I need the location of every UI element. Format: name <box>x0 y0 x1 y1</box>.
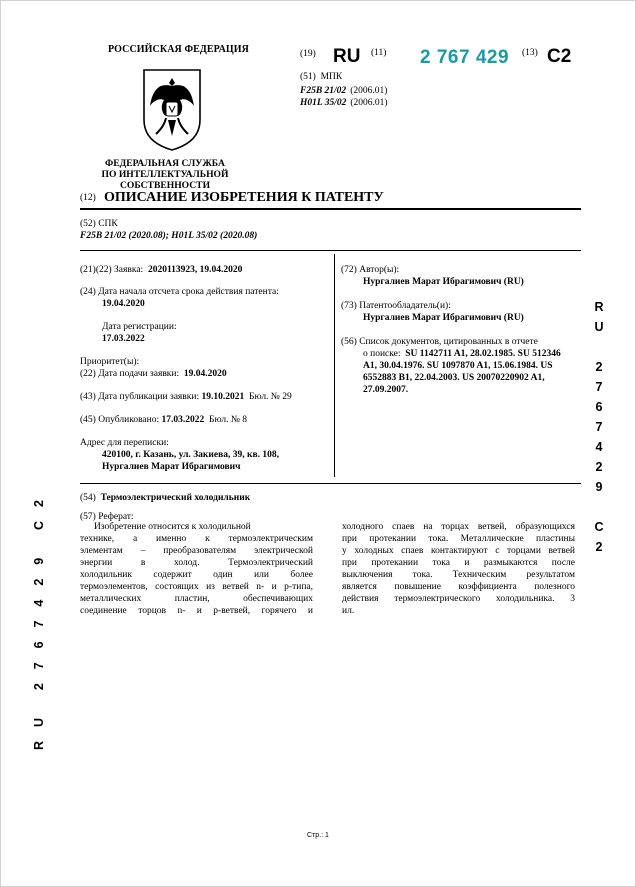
agency-line-1: ФЕДЕРАЛЬНАЯ СЛУЖБА <box>105 158 225 169</box>
authors-field <box>341 264 581 288</box>
abstract-line: при протекании тока. Металлические пластины <box>342 534 575 544</box>
bib-divider-top <box>80 250 581 251</box>
code-13: (13) <box>522 48 538 58</box>
ipc-row <box>300 97 388 109</box>
russian-coat-of-arms-icon <box>140 64 204 157</box>
application-publication-bulletin: Бюл. № 29 <box>249 392 292 402</box>
code-54: (54) <box>80 493 96 503</box>
side-char: C <box>32 520 46 530</box>
abstract-label: (57) Реферат: <box>80 512 134 522</box>
abstract-line: соединение торцов n- и p-ветвей, горячего и <box>80 606 313 616</box>
side-char: 7 <box>32 662 46 670</box>
registration-label: Дата регистрации: <box>102 322 177 332</box>
patent-holders-field <box>341 300 581 324</box>
side-char: 2 <box>32 500 46 507</box>
side-char: 9 <box>595 480 603 494</box>
ipc-code: H01L 35/02 <box>300 98 347 108</box>
authors-value: Нургалиев Марат Ибрагимович (RU) <box>363 277 524 287</box>
side-char: C <box>594 520 604 534</box>
abstract-line: технике, а именно к термоэлектрическим <box>80 534 313 544</box>
side-char: 6 <box>32 641 46 649</box>
address-label: Адрес для переписки: <box>80 438 169 448</box>
side-char: U <box>594 320 604 334</box>
side-char: 7 <box>32 620 46 628</box>
country-name: РОССИЙСКАЯ ФЕДЕРАЦИЯ <box>108 44 250 55</box>
invention-name: Термоэлектрический холодильник <box>100 493 251 503</box>
side-char: 7 <box>595 380 603 394</box>
registration-field <box>80 321 177 345</box>
agency-line-2: ПО ИНТЕЛЛЕКТУАЛЬНОЙ СОБСТВЕННОСТИ <box>101 169 229 191</box>
cited-label-line-2: о поиске: <box>363 349 401 359</box>
filing-date-field <box>80 368 227 380</box>
side-char: 2 <box>595 460 603 474</box>
side-char: R <box>32 740 46 750</box>
cited-line-1: SU 1142711 A1, 28.02.1985. SU 512346 <box>405 349 561 359</box>
side-char: 7 <box>595 420 603 434</box>
patent-number: 2 767 429 <box>420 47 510 68</box>
side-patent-number-right <box>590 300 608 560</box>
code-51: (51) <box>300 72 316 82</box>
abstract-line: энергии в холод. Термоэлектрический <box>80 558 313 568</box>
address-line-1: 420100, г. Казань, ул. Закиева, 39, кв. 108, <box>102 450 279 460</box>
spk-label: (52) СПК <box>80 219 118 229</box>
country-code: RU <box>333 46 361 67</box>
abstract-line: у холодных спаев контактируют с торцами ветвей <box>342 546 575 556</box>
patent-kind: C2 <box>547 46 572 67</box>
cited-documents-field <box>341 336 581 396</box>
code-19: (19) <box>300 49 316 59</box>
abstract-right-column <box>342 521 575 617</box>
agency-name <box>68 158 262 191</box>
published-value: 17.03.2022 <box>161 415 205 425</box>
authors-label: (72) Автор(ы): <box>341 265 400 275</box>
side-char: 9 <box>32 557 46 565</box>
document-title: ОПИСАНИЕ ИЗОБРЕТЕНИЯ К ПАТЕНТУ <box>104 190 384 205</box>
abstract-line: ил. <box>342 606 355 616</box>
side-char: R <box>594 300 604 314</box>
term-start-label: (24) Дата начала отсчета срока действия патента: <box>80 287 279 297</box>
cited-line-2: A1, 30.04.1976. SU 1097870 A1, 15.06.1984. US <box>363 361 553 371</box>
term-start-field <box>80 286 330 310</box>
spk-codes: F25B 21/02 (2020.08); H01L 35/02 (2020.08) <box>80 231 258 241</box>
mpk-text: МПК <box>320 72 343 82</box>
application-publication-field <box>80 391 292 403</box>
code-11: (11) <box>371 48 387 58</box>
abstract-line: холодного спаев на торцах ветвей, образующихся <box>342 522 575 532</box>
side-char <box>590 500 608 520</box>
mpk-label <box>300 72 342 82</box>
abstract-line: холодильник содержит один или более <box>80 570 313 580</box>
term-start-value: 19.04.2020 <box>102 299 145 309</box>
ipc-version: (2006.01) <box>350 86 388 96</box>
application-publication-value: 19.10.2021 <box>201 392 245 402</box>
priority-label: Приоритет(ы): <box>80 357 140 367</box>
side-char: 2 <box>32 578 46 586</box>
application-publication-label: (43) Дата публикации заявки: <box>80 392 200 402</box>
abstract-line: элементам – преобразователям электрической <box>80 546 313 556</box>
side-char: U <box>32 718 46 728</box>
side-char: 4 <box>32 599 46 607</box>
application-label: (21)(22) Заявка: <box>80 265 144 275</box>
abstract-line: термоэлементов, состоящих из ветвей n- и p-типа, <box>80 582 313 592</box>
published-label: (45) Опубликовано: <box>80 415 160 425</box>
filing-date-label: (22) Дата подачи заявки: <box>80 369 180 379</box>
cited-label-line-1: (56) Список документов, цитированных в отчете <box>341 337 538 347</box>
abstract-line: Изобретение относится к холодильной <box>94 522 251 532</box>
abstract-line: действия термоэлектрического холодильника. 3 <box>342 594 575 604</box>
bib-divider-bottom <box>80 483 581 484</box>
side-char: 4 <box>595 440 603 454</box>
holders-label: (73) Патентообладатель(и): <box>341 301 451 311</box>
side-char: 2 <box>595 360 603 374</box>
page-number: Стр.: 1 <box>307 832 329 839</box>
abstract-line: является повышение коэффициента полезного <box>342 582 575 592</box>
registration-value: 17.03.2022 <box>102 334 145 344</box>
code-12: (12) <box>80 193 96 203</box>
ipc-row <box>300 85 387 97</box>
invention-name-field <box>80 492 250 504</box>
side-char: 2 <box>32 683 46 691</box>
abstract-line: металлических пластин, обеспечивающих <box>80 594 313 604</box>
side-char: 6 <box>595 400 603 414</box>
ipc-version: (2006.01) <box>350 98 388 108</box>
abstract-line: при протекании тока и размыкаются после <box>342 558 575 568</box>
published-bulletin: Бюл. № 8 <box>209 415 248 425</box>
correspondence-address <box>80 437 330 473</box>
title-divider <box>80 208 581 210</box>
cited-line-3: 6552883 B1, 22.04.2003. US 20070220902 A1, <box>363 373 545 383</box>
column-divider <box>334 254 335 477</box>
filing-date-value: 19.04.2020 <box>183 369 227 379</box>
abstract-left-column <box>80 521 313 617</box>
holders-value: Нургалиев Марат Ибрагимович (RU) <box>363 313 524 323</box>
application-field <box>80 264 242 276</box>
side-patent-number-left <box>30 500 48 750</box>
side-char <box>590 340 608 360</box>
cited-line-4: 27.09.2007. <box>363 385 409 395</box>
published-field <box>80 414 247 426</box>
ipc-code: F25B 21/02 <box>300 86 347 96</box>
application-value: 2020113923, 19.04.2020 <box>147 265 243 275</box>
address-line-2: Нургалиев Марат Ибрагимович <box>102 462 241 472</box>
side-char: 2 <box>595 540 603 554</box>
abstract-line: выключения тока. Техническим результатом <box>342 570 575 580</box>
